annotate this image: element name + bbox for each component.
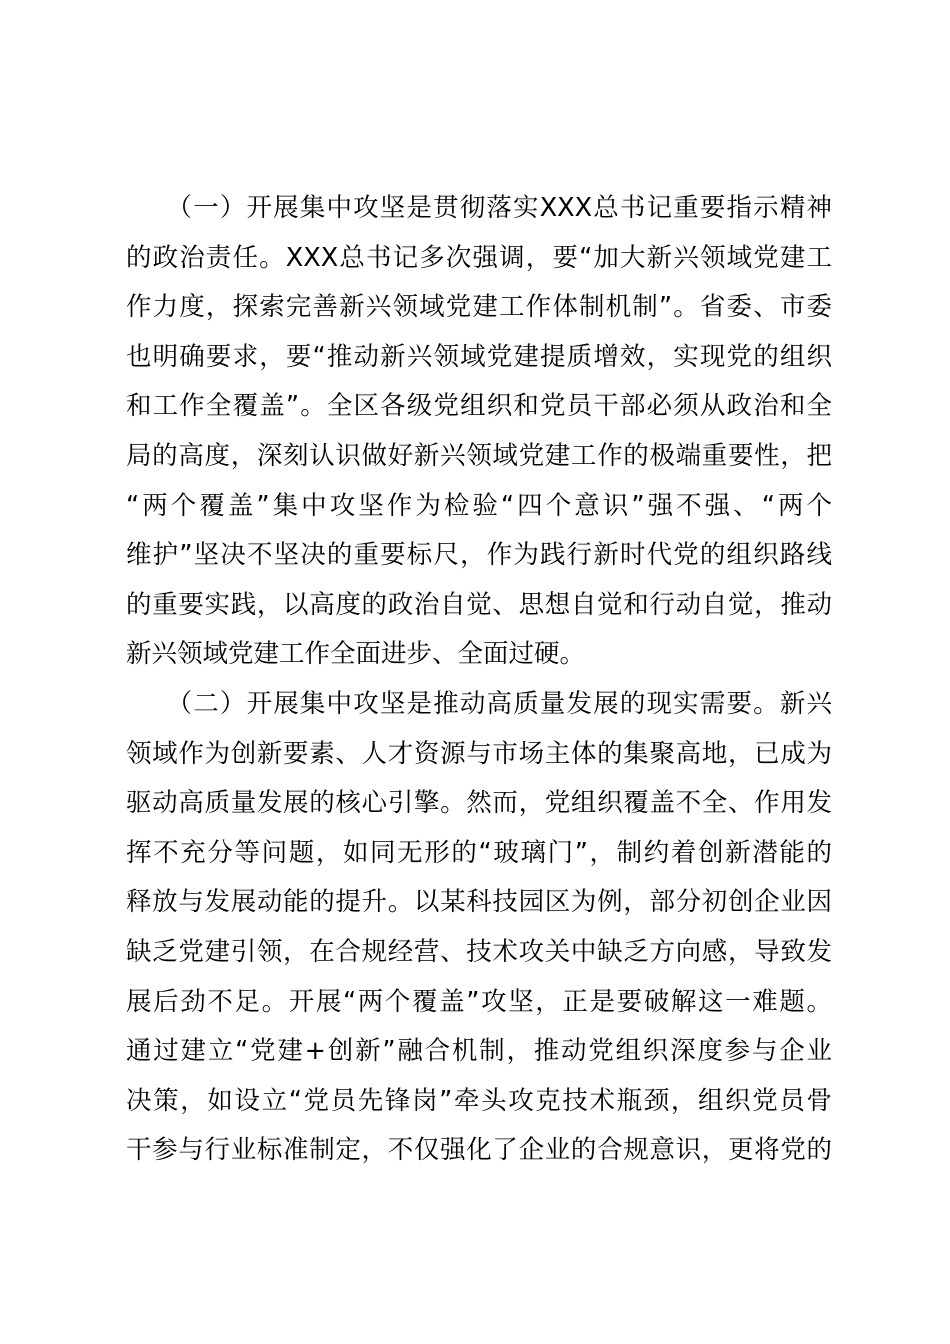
paragraph-2 [126,680,832,1176]
text-line: 的重要实践，以高度的政治自觉、思想自觉和行动自觉，推动 [126,589,832,620]
text-line: （一）开展集中攻坚是贯彻落实XXX总书记重要指示精神 [126,193,832,223]
paragraph-1 [126,184,832,680]
text-line: 驱动高质量发展的核心引擎。然而，党组织覆盖不全、作用发 [126,788,832,819]
text-line: 决策，如设立“党员先锋岗”牵头攻克技术瓶颈，组织党员骨 [126,1085,832,1116]
text-line: 干参与行业标准制定，不仅强化了企业的合规意识，更将党的 [126,1135,832,1166]
text-line: 新兴领域党建工作全面进步、全面过硬。 [126,639,586,670]
text-line: 也明确要求，要“推动新兴领域党建提质增效，实现党的组织 [126,341,832,372]
text-line: 释放与发展动能的提升。以某科技园区为例，部分初创企业因 [126,887,832,918]
text-line: 的政治责任。XXX总书记多次强调，要“加大新兴领域党建工 [126,242,832,273]
text-line: 通过建立“党建+创新”融合机制，推动党组织深度参与企业 [126,1036,832,1067]
text-line: 和工作全覆盖”。全区各级党组织和党员干部必须从政治和全 [126,391,832,422]
text-line: 领域作为创新要素、人才资源与市场主体的集聚高地，已成为 [126,738,832,769]
text-line: 挥不充分等问题，如同无形的“玻璃门”，制约着创新潜能的 [126,837,832,868]
text-line: 展后劲不足。开展“两个覆盖”攻坚，正是要破解这一难题。 [126,986,832,1017]
body-text [126,184,832,1176]
text-line: “两个覆盖”集中攻坚作为检验“四个意识”强不强、“两个 [126,490,832,521]
text-line: 作力度，探索完善新兴领域党建工作体制机制”。省委、市委 [126,292,832,323]
text-line: 缺乏党建引领，在合规经营、技术攻关中缺乏方向感，导致发 [126,936,832,967]
text-line: 局的高度，深刻认识做好新兴领域党建工作的极端重要性，把 [126,440,832,471]
text-line: 维护”坚决不坚决的重要标尺，作为践行新时代党的组织路线 [126,540,832,571]
text-line: （二）开展集中攻坚是推动高质量发展的现实需要。新兴 [126,688,832,719]
